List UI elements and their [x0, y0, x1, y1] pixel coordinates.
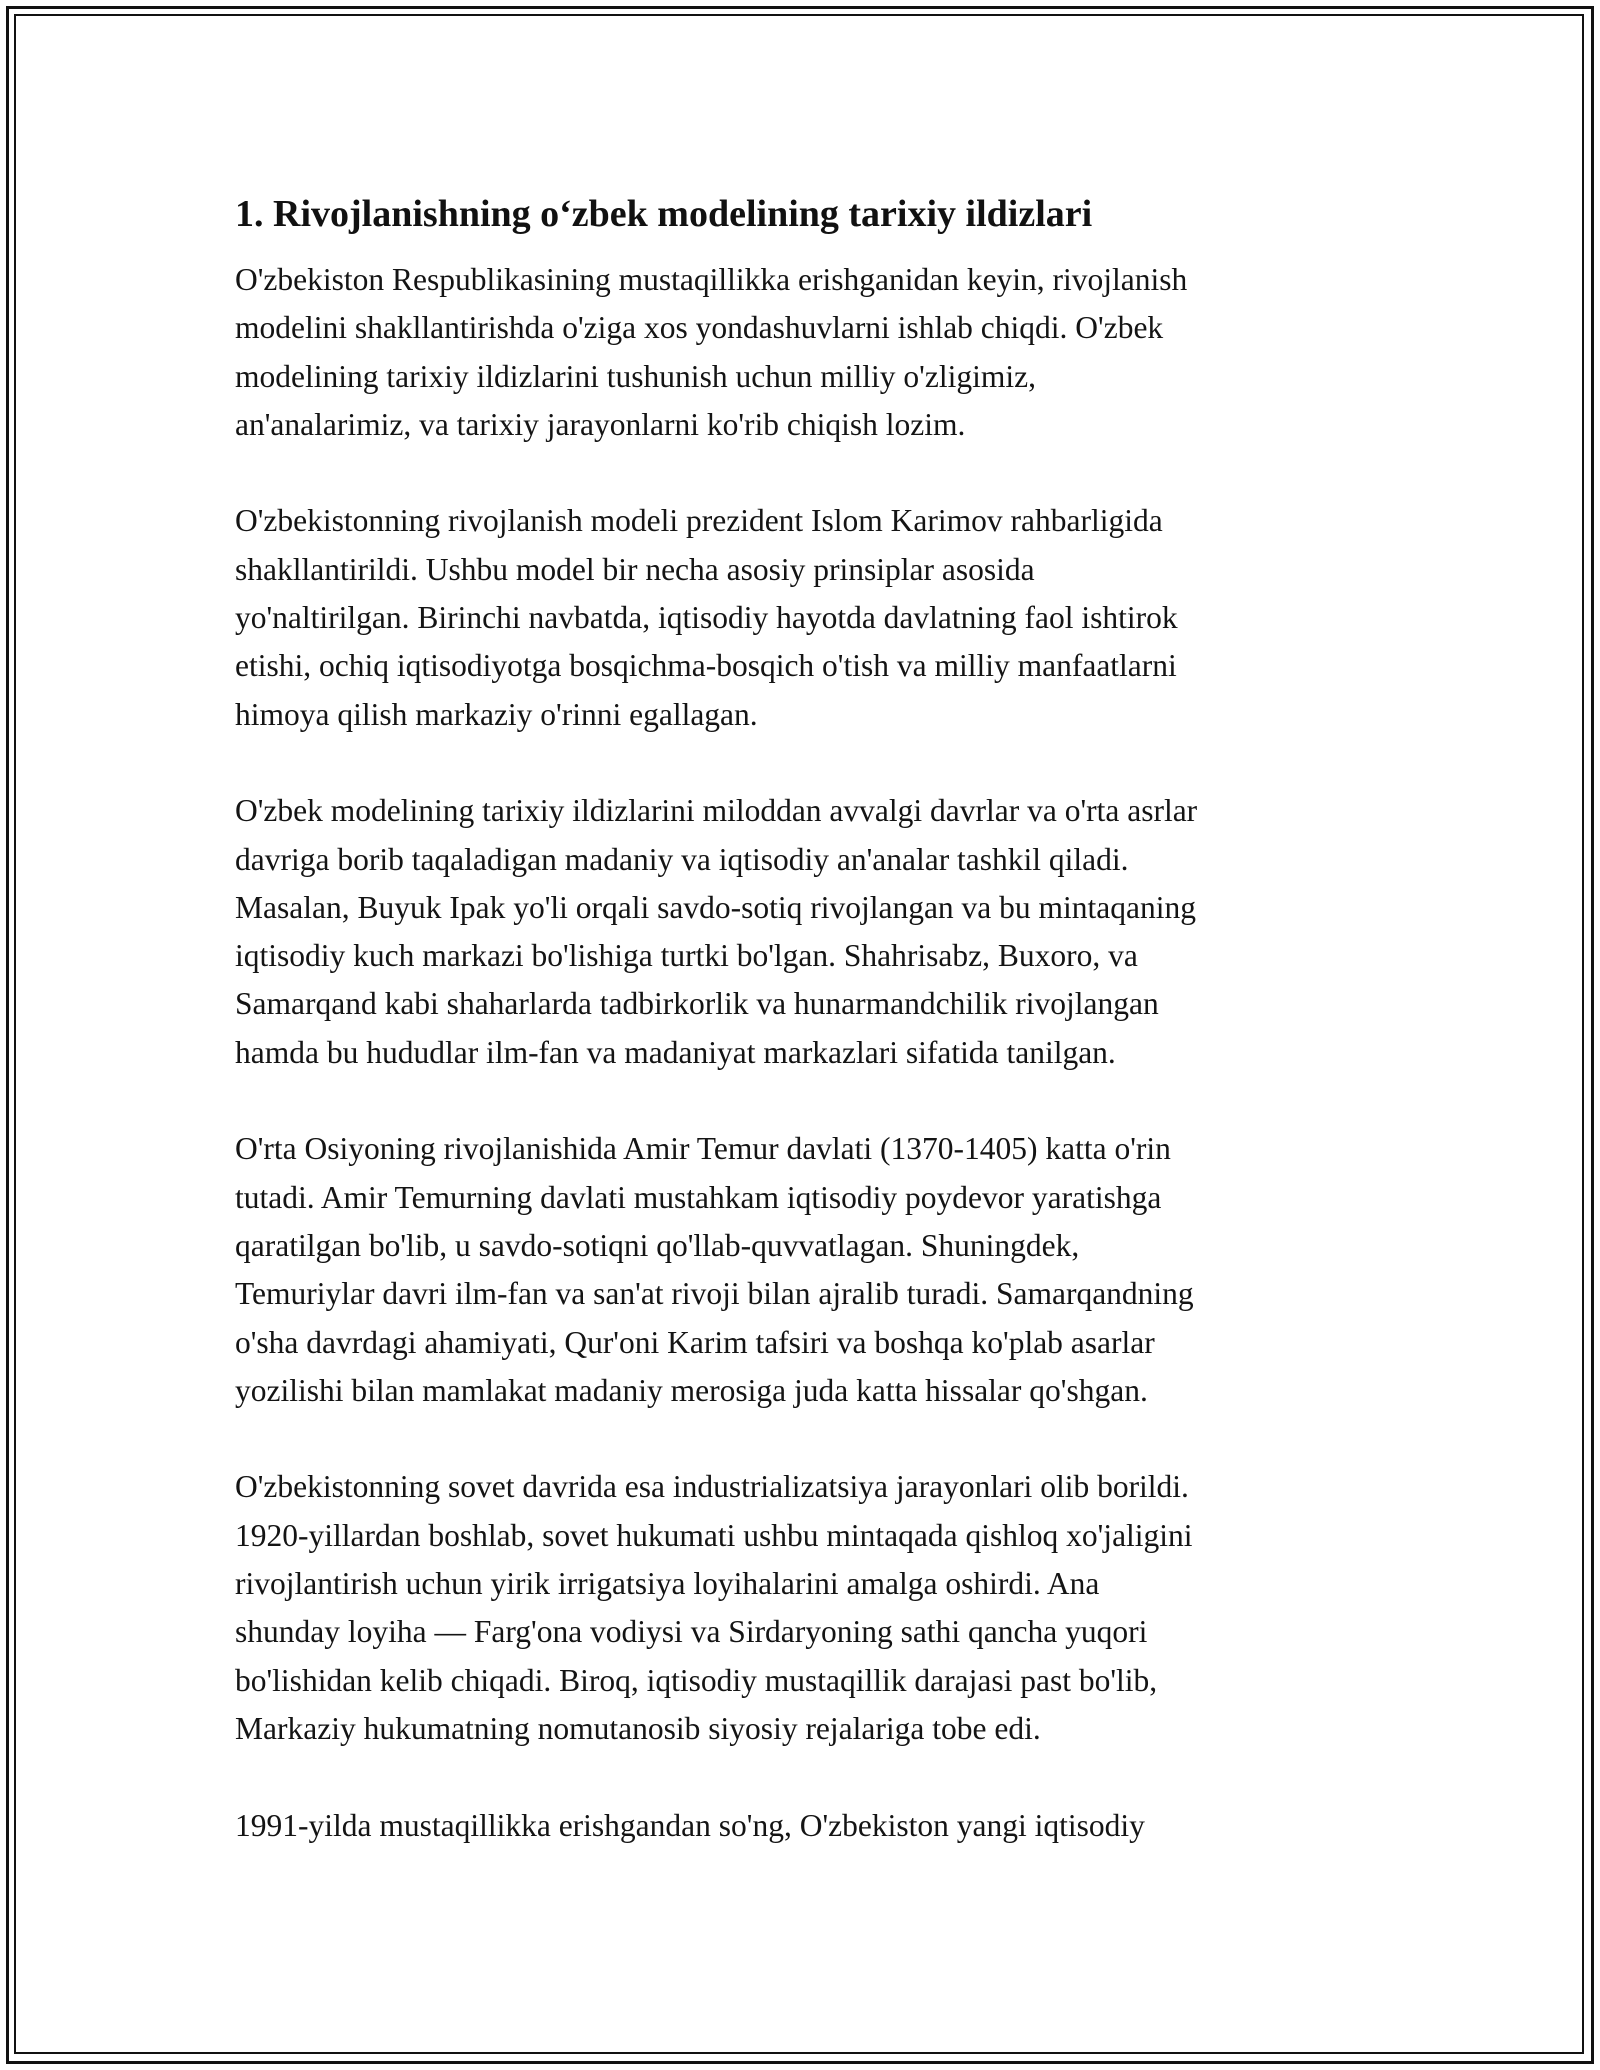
paragraph-3	[235, 787, 1365, 1077]
text-line: 1991-yilda mustaqillikka erishgandan so'ng, O'zbekiston yangi iqtisodiy	[235, 1807, 1145, 1843]
text-line: o'sha davrdagi ahamiyati, Qur'oni Karim tafsiri va boshqa ko'plab asarlar	[235, 1324, 1155, 1360]
text-line: shunday loyiha — Farg'ona vodiysi va Sirdaryoning sathi qancha yuqori	[235, 1614, 1148, 1650]
text-line: rivojlantirish uchun yirik irrigatsiya loyihalarini amalga oshirdi. Ana	[235, 1566, 1100, 1602]
paragraph-5	[235, 1463, 1365, 1753]
text-line: himoya qilish markaziy o'rinni egallagan.	[235, 696, 758, 732]
text-line: iqtisodiy kuch markazi bo'lishiga turtki bo'lgan. Shahrisabz, Buxoro, va	[235, 938, 1138, 974]
text-line: davriga borib taqaladigan madaniy va iqtisodiy an'analar tashkil qiladi.	[235, 841, 1129, 877]
text-line: hamda bu hududlar ilm-fan va madaniyat markazlari sifatida tanilgan.	[235, 1034, 1116, 1070]
paragraph-4	[235, 1125, 1365, 1415]
text-line: O'zbekistonning sovet davrida esa industrializatsiya jarayonlari olib borildi.	[235, 1469, 1189, 1505]
text-line: 1920-yillardan boshlab, sovet hukumati ushbu mintaqada qishloq xo'jaligini	[235, 1517, 1193, 1553]
text-line: Markaziy hukumatning nomutanosib siyosiy rejalariga tobe edi.	[235, 1710, 1041, 1746]
text-line: Samarqand kabi shaharlarda tadbirkorlik va hunarmandchilik rivojlangan	[235, 986, 1159, 1022]
text-line: tutadi. Amir Temurning davlati mustahkam iqtisodiy poydevor yaratishga	[235, 1179, 1162, 1215]
text-line: O'zbekistonning rivojlanish modeli prezident Islom Karimov rahbarligida	[235, 503, 1163, 539]
paragraph-2	[235, 497, 1365, 738]
section-heading: 1. Rivojlanishning o‘zbek modelining tarixiy ildizlari	[235, 193, 1093, 235]
document-body	[235, 190, 1365, 1898]
text-line: modelini shakllantirishda o'ziga xos yondashuvlarni ishlab chiqdi. O'zbek	[235, 310, 1164, 346]
text-line: O'zbekiston Respublikasining mustaqillikka erishganidan keyin, rivojlanish	[235, 262, 1188, 297]
text-line: Masalan, Buyuk Ipak yo'li orqali savdo-sotiq rivojlangan va bu mintaqaning	[235, 889, 1196, 925]
text-line: shakllantirildi. Ushbu model bir necha asosiy prinsiplar asosida	[235, 551, 1035, 587]
text-line: O'zbek modelining tarixiy ildizlarini miloddan avvalgi davrlar va o'rta asrlar	[235, 793, 1198, 829]
text-line: Temuriylar davri ilm-fan va san'at rivoji bilan ajralib turadi. Samarqandning	[235, 1276, 1194, 1312]
text-line: bo'lishidan kelib chiqadi. Biroq, iqtisodiy mustaqillik darajasi past bo'lib,	[235, 1662, 1158, 1698]
text-line: modelining tarixiy ildizlarini tushunish uchun milliy o'zligimiz,	[235, 358, 1036, 394]
text-line: an'analarimiz, va tarixiy jarayonlarni ko'rib chiqish lozim.	[235, 406, 966, 442]
text-line: etishi, ochiq iqtisodiyotga bosqichma-bosqich o'tish va milliy manfaatlarni	[235, 648, 1177, 684]
paragraph-6	[235, 1802, 1365, 1850]
text-line: qaratilgan bo'lib, u savdo-sotiqni qo'llab-quvvatlagan. Shuningdek,	[235, 1227, 1080, 1263]
text-line: yo'naltirilgan. Birinchi navbatda, iqtisodiy hayotda davlatning faol ishtirok	[235, 600, 1178, 636]
paragraph-1	[235, 256, 1365, 449]
text-line: yozilishi bilan mamlakat madaniy merosiga juda katta hissalar qo'shgan.	[235, 1372, 1148, 1408]
text-line: O'rta Osiyoning rivojlanishida Amir Temur davlati (1370-1405) katta o'rin	[235, 1131, 1171, 1167]
